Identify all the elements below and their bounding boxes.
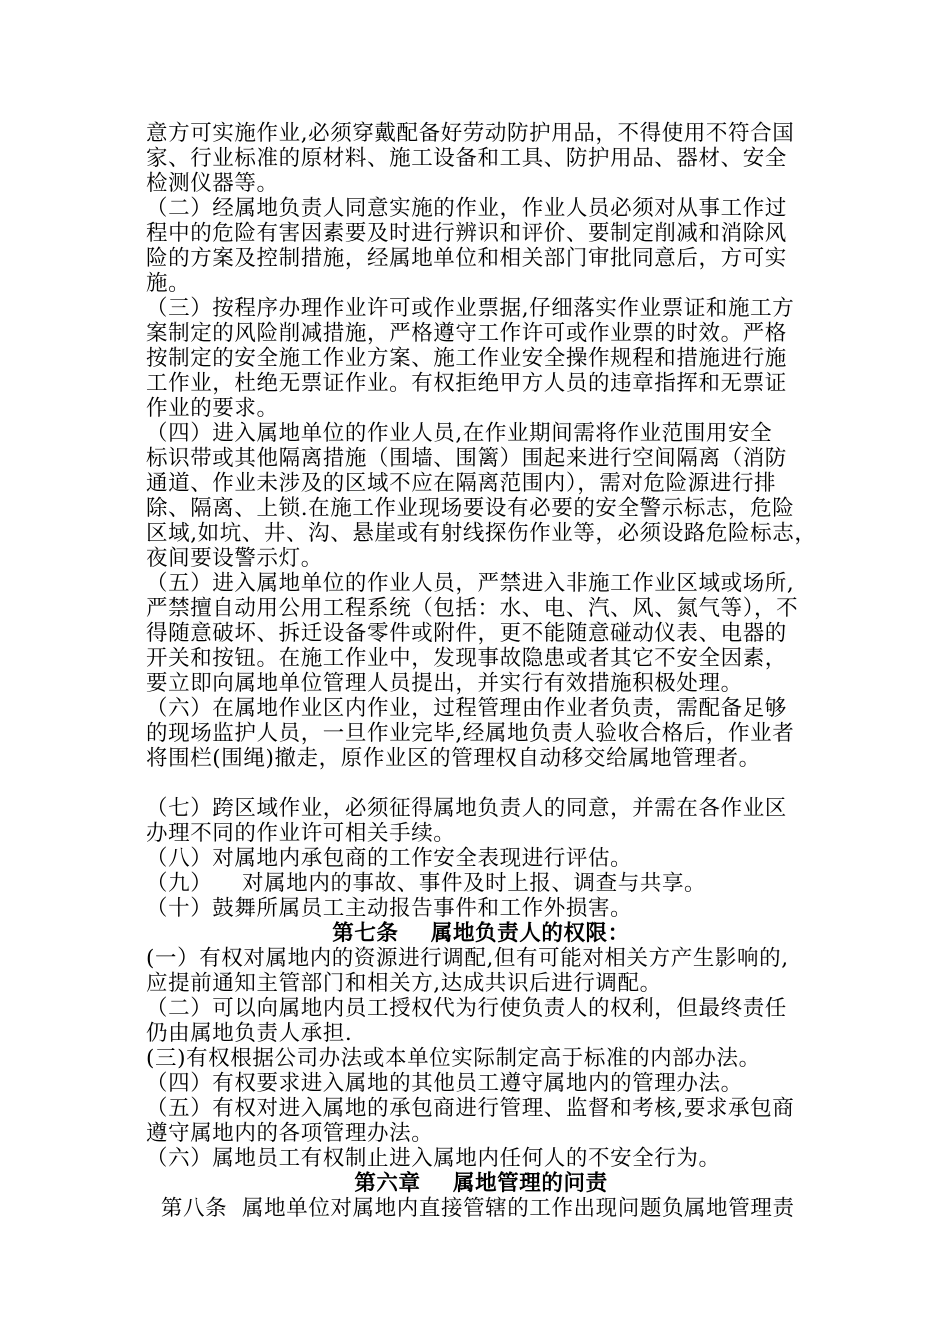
paragraph [146, 796, 816, 846]
text-line: 遵守属地内的各项管理办法。 [146, 1121, 434, 1146]
paragraph [146, 871, 816, 896]
blank-line [146, 771, 816, 796]
text-line: 要立即向属地单位管理人员提出，并实行有效措施积极处理。 [146, 671, 743, 696]
text-line: (三)有权根据公司办法或本单位实际制定高于标准的内部办法。 [146, 1046, 761, 1071]
text-line: 险的方案及控制措施，经属地单位和相关部门审批同意后，方可实 [146, 246, 787, 271]
paragraph [146, 1096, 816, 1146]
text-line: （九） 对属地内的事故、事件及时上报、调查与共享。 [146, 871, 707, 896]
text-line: 开关和按钮。在施工作业中，发现事故隐患或者其它不安全因素， [146, 646, 787, 671]
text-line: 将围栏(围绳)撤走，原作业区的管理权自动移交给属地管理者。 [146, 746, 761, 771]
section-heading: 第七条 属地负责人的权限： [332, 921, 630, 946]
text-line: 程中的危险有害因素要及时进行辨识和评价、要制定削减和消除风 [146, 221, 787, 246]
text-line: （七）跨区域作业，必须征得属地负责人的同意，并需在各作业区 [146, 796, 787, 821]
text-line: 严禁擅自动用公用工程系统（包括：水、电、汽、风、氮气等），不 [146, 596, 799, 621]
text-line: （五）有权对进入属地的承包商进行管理、监督和考核,要求承包商 [146, 1096, 795, 1121]
paragraph [146, 1046, 816, 1071]
text-line: 区域,如坑、井、沟、悬崖或有射线探伤作业等，必须设路危险标志， [146, 521, 817, 546]
text-line: 案制定的风险削减措施，严格遵守工作许可或作业票的时效。严格 [146, 321, 787, 346]
text-line: 应提前通知主管部门和相关方,达成共识后进行调配。 [146, 971, 662, 996]
paragraph [146, 996, 816, 1046]
paragraph [146, 296, 816, 421]
text-line: （六）属地员工有权制止进入属地内任何人的不安全行为。 [146, 1146, 721, 1171]
paragraph [146, 421, 816, 571]
text-line: 标识带或其他隔离措施（围墙、围篱）围起来进行空间隔离（消防 [146, 446, 787, 471]
text-line: 意方可实施作业,必须穿戴配备好劳动防护用品，不得使用不符合国 [146, 121, 795, 146]
text-line: 检测仪器等。 [146, 171, 279, 196]
text-line: 按制定的安全施工作业方案、施工作业安全操作规程和措施进行施 [146, 346, 787, 371]
text-line: （六）在属地作业区内作业，过程管理由作业者负责，需配备足够 [146, 696, 787, 721]
text-line: （二）可以向属地内员工授权代为行使负责人的权利，但最终责任 [146, 996, 787, 1021]
paragraph [146, 946, 816, 996]
text-line: （二）经属地负责人同意实施的作业，作业人员必须对从事工作过 [146, 196, 787, 221]
paragraph [146, 571, 816, 696]
text-line: （十）鼓舞所属员工主动报告事件和工作外损害。 [146, 896, 633, 921]
paragraph [146, 121, 816, 196]
text-line: 办理不同的作业许可相关手续。 [146, 821, 456, 846]
paragraph [146, 896, 816, 921]
text-line: 工作业，杜绝无票证作业。有权拒绝甲方人员的违章指挥和无票证 [146, 371, 787, 396]
text-line: (一）有权对属地内的资源进行调配,但有可能对相关方产生影响的, [146, 946, 789, 971]
text-line: （四）有权要求进入属地的其他员工遵守属地内的管理办法。 [146, 1071, 743, 1096]
section-heading: 第六章 属地管理的问责 [354, 1171, 608, 1196]
text-line: 夜间要设警示灯。 [146, 546, 323, 571]
paragraph [146, 696, 816, 771]
text-line: 家、行业标准的原材料、施工设备和工具、防护用品、器材、安全 [146, 146, 787, 171]
text-line: 得随意破坏、拆迁设备零件或附件，更不能随意碰动仪表、电器的 [146, 621, 787, 646]
text-line: 施。 [146, 271, 191, 296]
text-line: （八）对属地内承包商的工作安全表现进行评估。 [146, 846, 633, 871]
paragraph [146, 1146, 816, 1171]
text-line: 除、隔离、上锁.在施工作业现场要设有必要的安全警示标志，危险 [146, 496, 795, 521]
paragraph [146, 1071, 816, 1096]
text-line: 作业的要求。 [146, 396, 279, 421]
document-body [146, 121, 816, 1221]
text-line: （四）进入属地单位的作业人员,在作业期间需将作业范围用安全 [146, 421, 773, 446]
text-line: 通道、作业未涉及的区域不应在隔离范围内），需对危险源进行排 [146, 471, 777, 496]
text-line: 的现场监护人员，一旦作业完毕,经属地负责人验收合格后，作业者 [146, 721, 795, 746]
paragraph [146, 846, 816, 871]
paragraph [146, 196, 816, 296]
text-line: 仍由属地负责人承担. [146, 1021, 353, 1046]
paragraph [146, 1196, 816, 1221]
text-line: （三）按程序办理作业许可或作业票据,仔细落实作业票证和施工方 [146, 296, 795, 321]
text-line: （五）进入属地单位的作业人员，严禁进入非施工作业区域或场所, [146, 571, 795, 596]
text-line: 第八条 属地单位对属地内直接管辖的工作出现问题负属地管理责 [146, 1196, 795, 1221]
